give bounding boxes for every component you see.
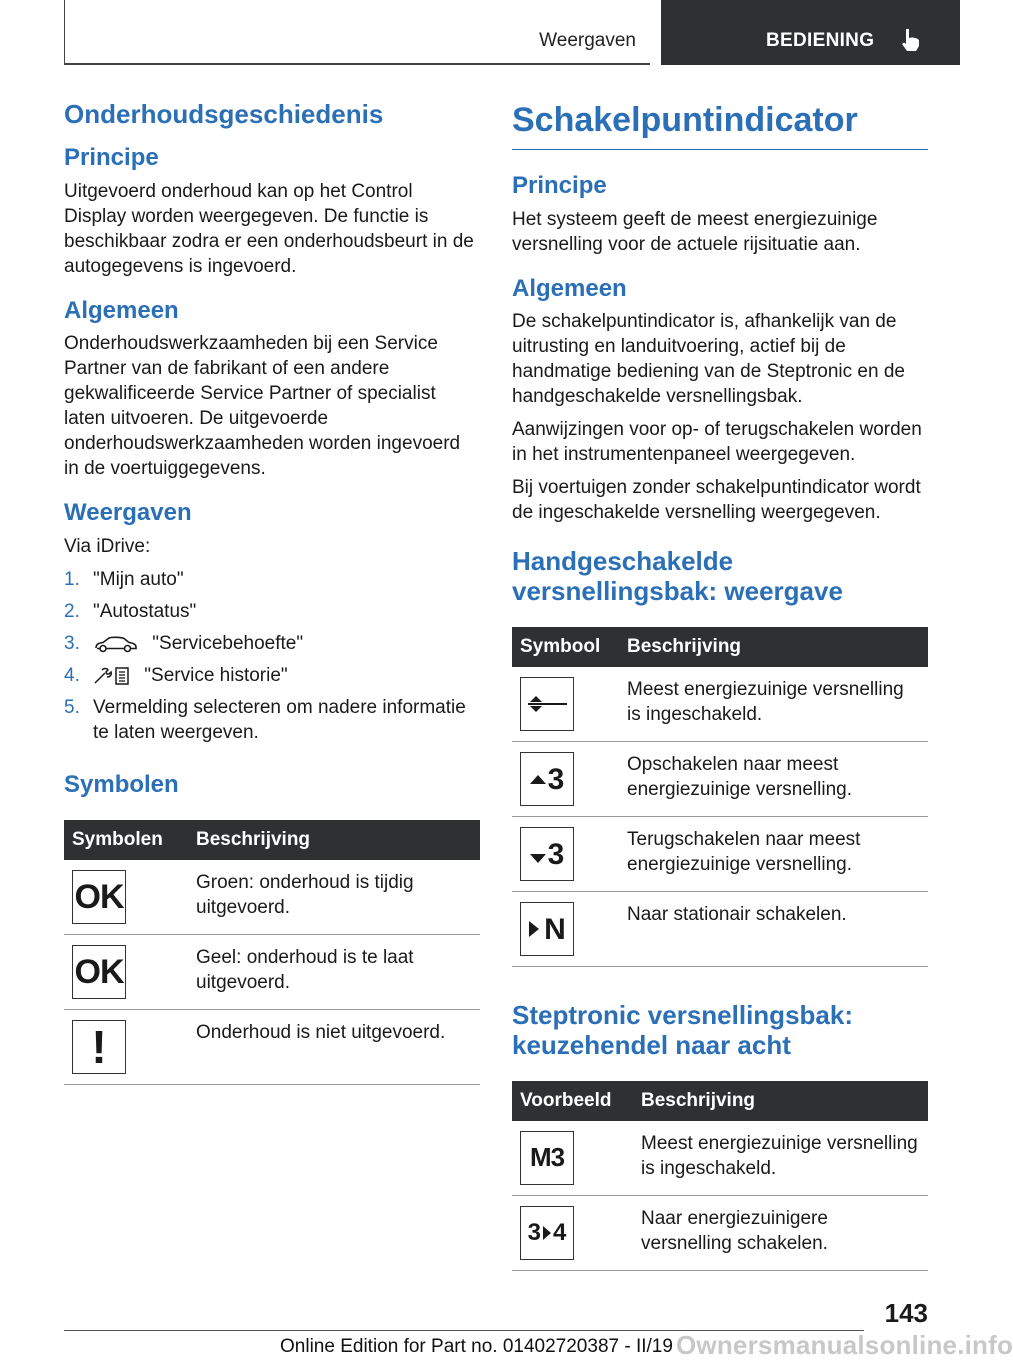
step-number: 2.	[64, 601, 80, 623]
manual-gear-icon	[520, 1131, 574, 1185]
header-chapter-tab	[661, 0, 960, 65]
table-header-description: Beschrijving	[188, 820, 480, 860]
heading-principe: Principe	[64, 143, 159, 171]
symbol-from: 3	[527, 1219, 541, 1247]
header-chapter-label: BEDIENING	[766, 30, 875, 51]
heading-symbolen: Symbolen	[64, 771, 179, 799]
table-row	[64, 935, 480, 1010]
section-title-onderhoudsgeschiedenis: Onderhoudsgeschiedenis	[64, 99, 384, 129]
step-item	[64, 567, 480, 592]
footer-watermark: Ownersmanualsonline.info	[676, 1330, 1013, 1360]
table-header-row	[64, 820, 480, 860]
header-rule-left	[64, 0, 65, 64]
principe-text: Het systeem geeft de meest energiezuinige versnelling voor de actuele rijsituatie aan.	[512, 208, 878, 255]
step-item	[64, 599, 480, 624]
footer-edition: Online Edition for Part no. 01402720387 - II/19	[280, 1336, 673, 1357]
step-text: "Servicebehoefte"	[152, 633, 304, 655]
description-cell: Meest energiezuinige versnelling is ingeschakeld.	[633, 1121, 928, 1196]
description-cell: Naar stationair schakelen.	[619, 892, 928, 967]
step-text: "Autostatus"	[93, 601, 197, 623]
step-text: "Service historie"	[144, 665, 288, 687]
table-row	[512, 817, 928, 892]
symbol-cell	[512, 742, 619, 817]
symbol-text: !	[91, 1020, 107, 1073]
step-number: 3.	[64, 633, 80, 655]
table-header-row	[512, 1081, 928, 1121]
symbol-cell	[512, 667, 619, 742]
description-cell: Naar energiezuinigere versnelling schakelen.	[633, 1195, 928, 1270]
symbol-cell	[512, 817, 619, 892]
symbol-cell	[64, 1010, 188, 1085]
right-column	[512, 100, 928, 1271]
description-cell: Meest energiezuinige versnelling is ingeschakeld.	[619, 667, 928, 742]
description-cell: Geel: onderhoud is te laat uitgevoerd.	[188, 935, 480, 1010]
table-header-row	[512, 627, 928, 667]
header-section-title: Weergaven	[539, 30, 636, 51]
shift-up-icon	[520, 752, 574, 806]
shift-neutral-icon	[520, 902, 574, 956]
table-row	[512, 1121, 928, 1196]
table-row	[512, 892, 928, 967]
table-header-symbol: Symbolen	[64, 820, 188, 860]
symbol-text: N	[544, 912, 566, 946]
gear-change-icon	[520, 1206, 574, 1260]
heading-algemeen: Algemeen	[512, 274, 627, 302]
step-text: Vermelding selecteren om nadere informatie te laten weergeven.	[93, 697, 466, 744]
heading-algemeen: Algemeen	[64, 296, 179, 324]
symbol-text: 3	[547, 837, 565, 871]
ok-yellow-icon	[72, 945, 126, 999]
weergaven-steps	[64, 567, 480, 745]
heading-steptronic: Steptronic versnellingsbak: keuzehendel naar acht	[512, 1000, 853, 1061]
symbol-cell	[512, 1195, 633, 1270]
description-cell: Opschakelen naar meest energiezuinige versnelling.	[619, 742, 928, 817]
weergaven-intro: Via iDrive:	[64, 536, 151, 558]
shift-down-icon	[520, 827, 574, 881]
left-column	[64, 100, 480, 1085]
heading-weergaven: Weergaven	[64, 499, 192, 527]
algemeen-paragraph: Aanwijzingen voor op- of terugschakelen worden in het instrumentenpaneel weergegeven.	[512, 419, 922, 466]
symbol-to: 4	[553, 1219, 567, 1247]
section-title-schakelpuntindicator: Schakelpuntindicator	[512, 100, 928, 150]
table-header-example: Voorbeeld	[512, 1081, 633, 1121]
table-header-description: Beschrijving	[633, 1081, 928, 1121]
heading-principe: Principe	[512, 171, 607, 199]
step-number: 1.	[64, 569, 80, 591]
step-text: "Mijn auto"	[93, 569, 184, 591]
step-item	[64, 695, 480, 745]
heading-handgeschakelde: Handgeschakelde versnellingsbak: weergave	[512, 546, 843, 607]
table-row	[64, 1010, 480, 1085]
header-rule-bottom	[64, 63, 650, 65]
step-number: 5.	[64, 697, 80, 719]
symbol-cell	[512, 1121, 633, 1196]
symbol-text: OK	[74, 877, 124, 916]
table-row	[512, 1195, 928, 1270]
step-item	[64, 631, 480, 656]
optimal-gear-icon	[520, 677, 574, 731]
symbol-cell	[64, 935, 188, 1010]
ok-green-icon	[72, 870, 126, 924]
table-header-symbol: Symbool	[512, 627, 619, 667]
handgeschakelde-table	[512, 627, 928, 967]
algemeen-paragraph: Bij voertuigen zonder schakelpuntindicator wordt de ingeschakelde versnelling weergegeven.	[512, 477, 921, 524]
symbol-text: 3	[547, 762, 565, 796]
table-row	[512, 742, 928, 817]
page-number: 143	[884, 1298, 928, 1328]
description-cell: Onderhoud is niet uitgevoerd.	[188, 1010, 480, 1085]
step-item	[64, 663, 480, 688]
step-number: 4.	[64, 665, 80, 687]
principe-text: Uitgevoerd onderhoud kan op het Control Display worden weergegeven. De functie is beschikbaar zodra er een onderhoudsbeurt in de autogegevens is ingevoerd.	[64, 180, 474, 277]
exclamation-icon	[72, 1020, 126, 1074]
symbol-cell	[64, 860, 188, 935]
symbol-cell	[512, 892, 619, 967]
steptronic-table	[512, 1081, 928, 1271]
service-history-icon	[93, 665, 131, 687]
car-icon	[93, 634, 139, 654]
symbolen-table	[64, 820, 480, 1085]
table-header-description: Beschrijving	[619, 627, 928, 667]
description-cell: Terugschakelen naar meest energiezuinige versnelling.	[619, 817, 928, 892]
algemeen-paragraph: De schakelpuntindicator is, afhankelijk van de uitrusting en landuitvoering, actief bij de handmatige bediening van de Steptronic en de handgeschakelde versnellingsbak.	[512, 311, 905, 408]
hand-pointer-icon	[897, 25, 925, 53]
symbol-text: M3	[529, 1142, 565, 1173]
table-row	[64, 860, 480, 935]
table-row	[512, 667, 928, 742]
symbol-text: OK	[74, 952, 124, 991]
algemeen-text: Onderhoudswerkzaamheden bij een Service Partner van de fabrikant of een andere gekwalificeerde Service Partner of specialist laten uitvoeren. De uitgevoerde onderhoudswerkzaamheden worden ingevoerd in de voertuiggegevens.	[64, 333, 461, 480]
description-cell: Groen: onderhoud is tijdig uitgevoerd.	[188, 860, 480, 935]
